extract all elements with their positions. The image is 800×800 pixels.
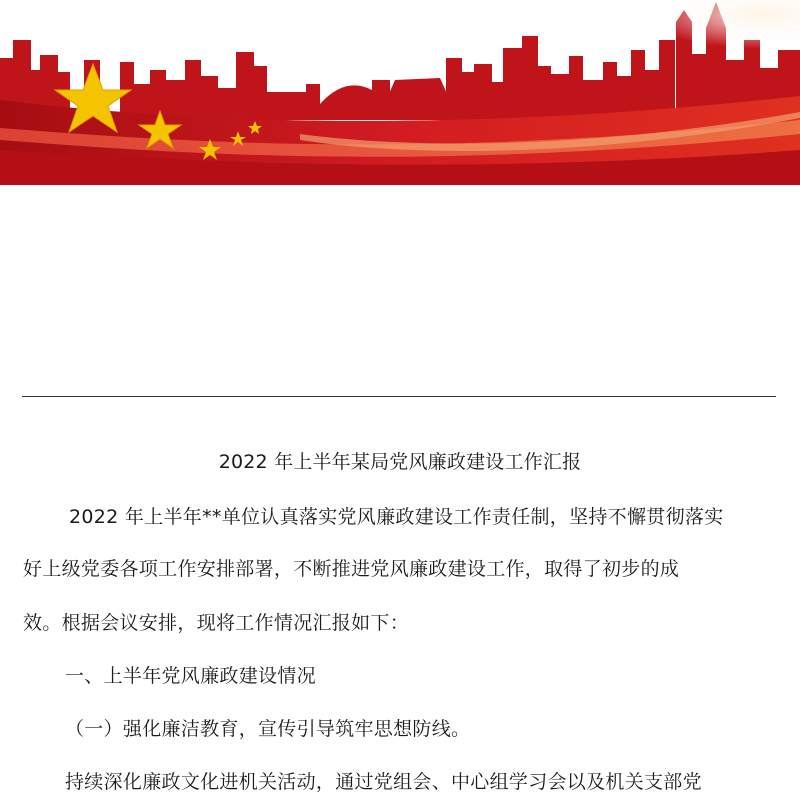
section-heading: 一、上半年党风廉政建设情况 <box>65 665 316 687</box>
subsection-heading: （一）强化廉洁教育，宣传引导筑牢思想防线。 <box>65 718 471 740</box>
paragraph-line: 好上级党委各项工作安排部署，不断推进党风廉政建设工作，取得了初步的成 <box>23 558 680 580</box>
paragraph-line: 2022 年上半年**单位认真落实党风廉政建设工作责任制，坚持不懈贯彻落实 <box>69 506 724 528</box>
document-title: 2022 年上半年某局党风廉政建设工作汇报 <box>218 451 582 473</box>
header-banner <box>0 0 800 185</box>
paragraph-line: 持续深化廉政文化进机关活动，通过党组会、中心组学习会以及机关支部党 <box>65 771 702 793</box>
header-divider-line <box>22 396 776 397</box>
paragraph-line: 效。根据会议安排，现将工作情况汇报如下： <box>23 612 410 634</box>
